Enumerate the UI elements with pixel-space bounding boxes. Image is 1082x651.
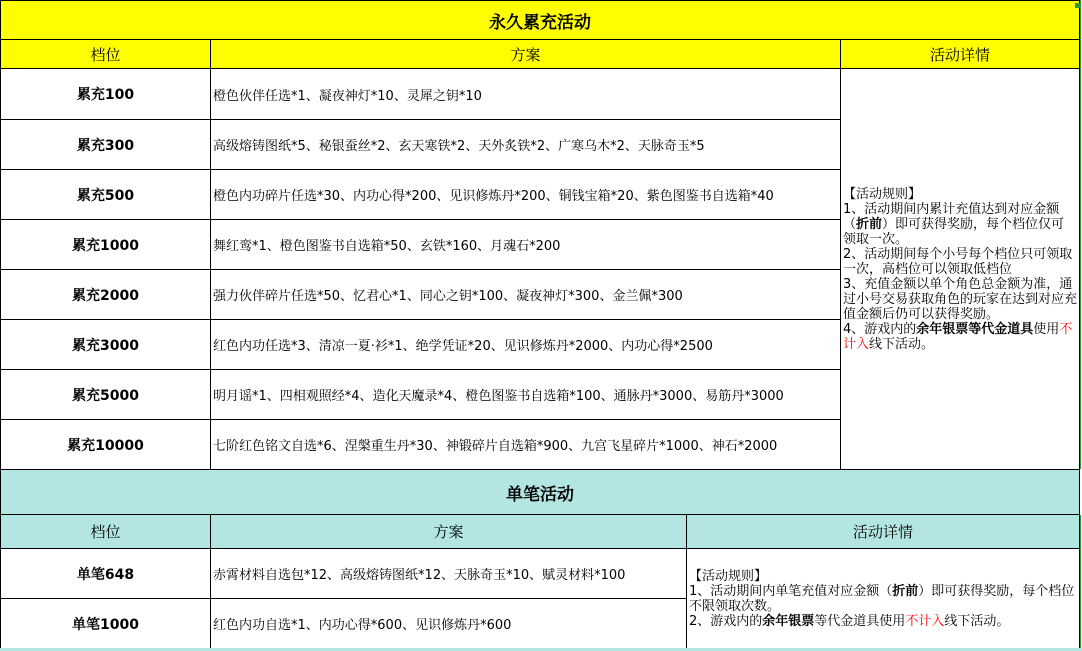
rule-text: 使用 [1033, 321, 1060, 337]
rules-heading: 【活动规则】 [843, 186, 922, 202]
rule-text: 1、活动期间内单笔充值对应金额（ [689, 583, 893, 599]
plan-cell[interactable]: 七阶红色铭文自选*6、涅槃重生丹*30、神锻碎片自选箱*900、九宫飞星碎片*1000、神石*2000 [211, 420, 841, 470]
rule-text: ）即可获得奖励，每个档位仅可领取一次。 [843, 216, 1065, 247]
single-plan-cell[interactable]: 红色内功自选*1、内功心得*600、见识修炼丹*600 [211, 599, 687, 649]
single-header-plan[interactable]: 方案 [211, 515, 687, 549]
rule-red-text: 不计入 [843, 321, 1073, 352]
plan-cell[interactable]: 明月谣*1、四相观照经*4、造化天魔录*4、橙色图鉴书自选箱*100、通脉丹*3000、易筋丹*3000 [211, 370, 841, 420]
single-title[interactable]: 单笔活动 [0, 470, 1080, 515]
header-tier[interactable]: 档位 [0, 40, 211, 69]
tier-cell[interactable]: 累充10000 [0, 420, 211, 470]
single-plan-cell[interactable]: 赤霄材料自选包*12、高级熔铸图纸*12、天脉奇玉*10、赋灵材料*100 [211, 549, 687, 599]
single-rules-cell[interactable] [687, 549, 1080, 649]
plan-cell[interactable]: 橙色伙伴任选*1、凝夜神灯*10、灵犀之钥*10 [211, 69, 841, 120]
fill-handle[interactable] [1075, 3, 1080, 8]
rule-bold-text: 余年银票等代金道具 [916, 321, 1034, 337]
rule-text: 线下活动。 [869, 336, 935, 352]
rule-text: 2、游戏内的 [689, 613, 763, 629]
rule-bold-text: 折前 [856, 216, 883, 232]
selection-border [1080, 0, 1081, 469]
rules-heading: 【活动规则】 [689, 568, 768, 584]
permanent-title[interactable]: 永久累充活动 [0, 0, 1080, 40]
rule-text: 4、游戏内的 [843, 321, 917, 337]
rule-red-text: 不计入 [905, 613, 945, 629]
header-plan[interactable]: 方案 [211, 40, 841, 69]
rule-bold-text: 折前 [892, 583, 919, 599]
selection-border [1080, 515, 1081, 651]
tier-cell[interactable]: 累充2000 [0, 270, 211, 320]
permanent-rules [841, 187, 1079, 352]
tier-cell[interactable]: 累充1000 [0, 220, 211, 270]
rule-text: 3、充值金额以单个角色总金额为准，通过小号交易获取角色的玩家在达到对应充值金额后仍可以获得奖励。 [843, 276, 1078, 322]
tier-cell[interactable]: 累充3000 [0, 320, 211, 370]
plan-cell[interactable]: 橙色内功碎片任选*30、内功心得*200、见识修炼丹*200、铜钱宝箱*20、紫色图鉴书自选箱*40 [211, 170, 841, 220]
rule-text: ）即可获得奖励，每个档位不限领取次数。 [689, 583, 1075, 614]
rule-bold-text: 余年银票 [762, 613, 815, 629]
plan-cell[interactable]: 红色内功任选*3、清凉一夏·衫*1、绝学凭证*20、见识修炼丹*2000、内功心得*2500 [211, 320, 841, 370]
tier-cell[interactable]: 累充500 [0, 170, 211, 220]
permanent-rules-cell[interactable] [841, 69, 1080, 470]
tier-cell[interactable]: 累充5000 [0, 370, 211, 420]
plan-cell[interactable]: 高级熔铸图纸*5、秘银蚕丝*2、玄天寒铁*2、天外炙铁*2、广寒乌木*2、天脉奇玉*5 [211, 120, 841, 170]
single-header-tier[interactable]: 档位 [0, 515, 211, 549]
header-details[interactable]: 活动详情 [841, 40, 1080, 69]
tier-cell[interactable]: 累充300 [0, 120, 211, 170]
single-tier-cell[interactable]: 单笔648 [0, 549, 211, 599]
single-tier-cell[interactable]: 单笔1000 [0, 599, 211, 649]
rule-text: 等代金道具使用 [814, 613, 906, 629]
tier-cell[interactable]: 累充100 [0, 69, 211, 120]
plan-cell[interactable]: 强力伙伴碎片任选*50、忆君心*1、同心之钥*100、凝夜神灯*300、金兰佩*300 [211, 270, 841, 320]
single-rules [687, 569, 1079, 629]
rule-text: 线下活动。 [944, 613, 1010, 629]
rule-text: 2、活动期间每个小号每个档位只可领取一次，高档位可以领取低档位 [843, 246, 1073, 277]
single-header-details[interactable]: 活动详情 [687, 515, 1080, 549]
plan-cell[interactable]: 舞红鸾*1、橙色图鉴书自选箱*50、玄铁*160、月魂石*200 [211, 220, 841, 270]
rule-text: 1、活动期间内累计充值达到对应金额（ [843, 201, 1060, 232]
